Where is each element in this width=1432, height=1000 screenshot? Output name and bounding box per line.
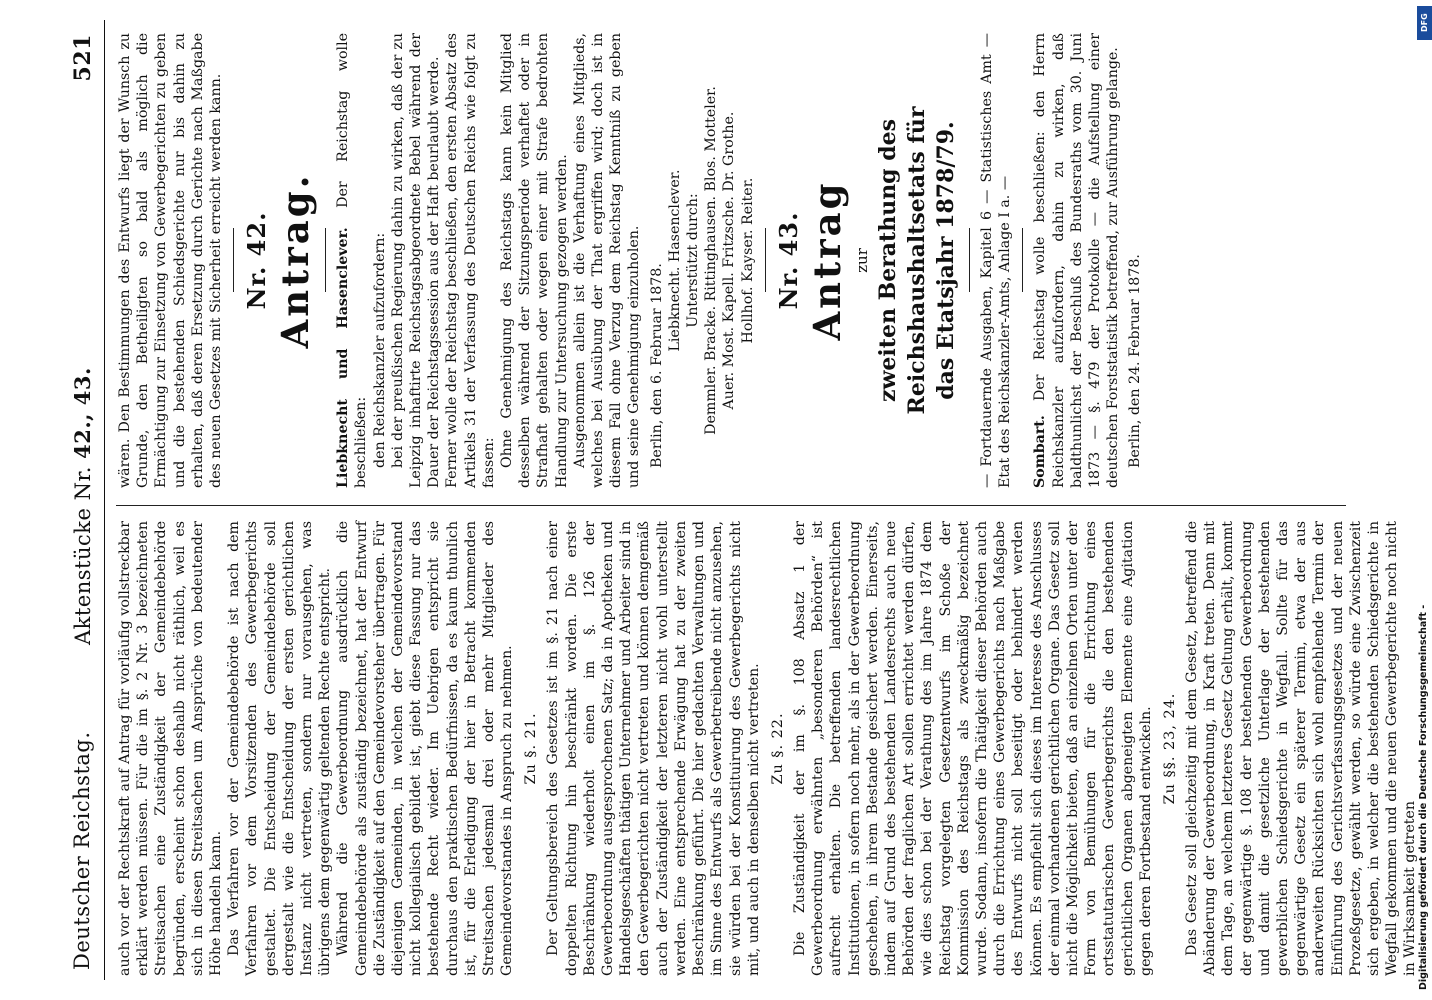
motion-date-43: Berlin, den 24. Februar 1878. — [1127, 254, 1144, 468]
signatories-42: Liebknecht. Hasenclever. — [666, 169, 683, 352]
paragraph: Die Zuständigkeit der im §. 108 Absatz 1 der Gewerbeordnung erwähnten „besonderen Behörden“ ist aufrecht erhalten. Die betreffenden landesrechtlichen Institutionen, in sofern noch mehr, als in der Gewerbeordnung geschehen, in ihrem Bestande gesichert werden. Einerseits, indem auf Grund des bestehenden Landesrechts auch neue Behörden der fraglichen Art sollen errichtet werden dürfen, wie dies schon bei der Verathung des im Jahre 1874 dem Reichstag vorgelegten Gesetzentwurfs im Schoße der Kommission des Reichstags als zweckmäßig bezeichnet wurde. Sodann, insofern die Thätigkeit dieser Behörden auch durch die Errichtung eines Gewerbegerichts nach Maßgabe des Entwurfs nicht soll beseitigt oder behindert werden können. Es empfiehlt sich dieses im Interesse des Anschlusses der einmal vorhandenen gerichtlichen Organe. Das Gesetz soll nicht die Möglichkeit bieten, daß an einzelnen Orten unter der Form von Bemühungen für die Errichtung eines ortsstatutarischen Gewerbegerichts die den bestehenden gerichtlichen Organen abgeneigten Elemente eine Agitation gegen deren Fortbestand entwickeln. — [791, 521, 1154, 976]
divider-rule — [969, 229, 970, 293]
motion-subject-43 — [874, 33, 961, 488]
motion-intro-42 — [334, 33, 370, 488]
divider-rule — [325, 229, 326, 293]
document-page — [64, 20, 1419, 980]
supported-by-label: Unterstützt durch: — [685, 193, 702, 328]
running-head-left: Deutscher Reichstag. — [70, 731, 94, 970]
motion-item: bei der preußischen Regierung dahin zu wirken, daß der zu Leipzig inhaftirte Reichstagsabgeordnete Bebel während der Dauer der Reichstagssession aus der Haft beurlaubt werde. — [389, 33, 443, 488]
divider-rule — [765, 229, 766, 293]
motion-text-43: Der Reichstag wolle beschließen: den Herrn Reichskanzler aufzufordern, dahin zu wirken, daß baldthunlichst der Beschluß des Bundesraths vom 30. Juni 1873 — §. 479 der Protokolle — die Aufstellung einer deutschen Forststatistik betreffend, zur Ausführung gelange. — [1032, 32, 1122, 488]
section-heading: Zu §§. 23, 24. — [1161, 692, 1178, 805]
paragraph: Während die Gewerbeordnung ausdrücklich die Gemeindebehörde als zuständig bezeichnet, hat der Entwurf die Zuständigkeit auf den Gemeindevorsteher übertragen. Für diejenigen Gemeinden, in welchen der Gemeindevorstand nicht kollegialisch gebildet ist, giebt diese Fassung nur das bestehende Recht wieder. Im Uebrigen entspricht sie durchaus den praktischen Bedürfnissen, da es kaum thunlich ist, für die Erledigung der hier in Betracht kommenden Streitsachen jedesmal drei oder mehr Mitglieder des Gemeindevorstandes in Anspruch zu nehmen. — [335, 521, 516, 976]
dfg-logo: DFG — [1417, 6, 1432, 40]
motion-title-42: Antrag. — [273, 172, 318, 349]
column-divider — [116, 505, 1346, 506]
divider-rule — [1022, 229, 1023, 293]
paragraph: Das Gesetz soll gleichzeitig mit dem Gesetz, betreffend die Abänderung der Gewerbeordnung, in Kraft treten. Denn mit dem Tage, an welchem letzteres Gesetz Geltung erhält, kommt der gegenwärtige §. 108 der bestehenden Gewerbeordnung und damit die gesetzliche Unterlage der bestehenden gewerblichen Schiedsgerichte in Wegfall. Sollte für das gegenwärtige Gesetz ein späterer Termin, etwa der aus anderweiten Rücksichten sich wohl empfehlende Termin der Einführung des Gerichtsverfassungsgesetzes und der neuen Prozeßgesetze, gewählt werden, so würde eine Zwischenzeit sich ergeben, in welcher die bestehenden Schiedsgerichte in Wegfall gekommen und die neuen Gewerbegerichte noch nicht in Wirksamkeit getreten — [1183, 521, 1419, 976]
section-heading: Zu §. 21. — [523, 712, 540, 785]
motion-item: Ausgenommen allein ist die Verhaftung eines Mitglieds, welches bei Ausübung der That ergriffen wird; doch ist in diesem Fall ohne Verzug dem Reichstag Kenntniß zu geben und seine Genehmigung einzuholen. — [571, 33, 643, 488]
document-numbers: 42., 43. — [70, 367, 95, 459]
motion-date-42: Berlin, den 6. Februar 1878. — [648, 263, 665, 468]
paragraph: Das Verfahren vor der Gemeindebehörde ist nach dem Verfahren vor dem Vorsitzenden des Gewerbegerichts gestaltet. Die Entscheidung der Gemeindebehörde soll dergestalt wie die Entscheidung der ersten gerichtlichen Instanz nicht vertreten, sondern nur vorausgehen, was übrigens dem gegenwärtig geltenden Rechte entspricht. — [226, 521, 334, 976]
motion-subject-line: das Etatsjahr 1878/79. — [932, 121, 959, 400]
movers-42: Liebknecht und Hasenclever. — [335, 227, 352, 488]
supporters-line: Hollhof. Kayser. Reiter. — [739, 177, 756, 344]
budget-reference-43: — Fortdauernde Ausgaben, Kapitel 6 — Statistisches Amt — Etat des Reichskanzler-Amts, Anlage I a. — — [978, 33, 1014, 488]
left-column — [116, 521, 1419, 976]
motion-intro-43 — [1031, 33, 1122, 488]
motion-intro-text-42: Der Reichstag wolle beschließen: — [335, 32, 370, 488]
paragraph: wären. Den Bestimmungen des Entwurfs liegt der Wunsch zu Grunde, den Betheiligten so bald als möglich die Ermächtigung zur Einsetzung von Gewerbegerichten zu geben und die bestehenden Schiedsgerichte nur bis dahin zu erhalten, daß deren Ersetzung durch Gerichte nach Maßgabe des neuen Gesetzes mit Sicherheit erreicht werden kann. — [117, 33, 225, 488]
right-column — [116, 33, 1346, 488]
mover-43: Sombart. — [1032, 415, 1049, 488]
document-number-43: Nr. 43. — [773, 211, 803, 310]
document-number-42: Nr. 42. — [242, 211, 272, 310]
motion-title-43: Antrag — [804, 180, 849, 341]
motion-item: Ohne Genehmigung des Reichstags kann kein Mitglied desselben während der Sitzungsperiode verhaftet oder in Strafhaft gehalten oder wegen einer mit Strafe bedrohten Handlung zur Untersuchung gezogen werden. — [499, 33, 570, 488]
digitization-note: Digitalisierung gefördert durch die Deutsche Forschungsgemeinschaft - — [1418, 604, 1429, 990]
paragraph: auch vor der Rechtskraft auf Antrag für vorläufig vollstreckbar erklärt werden müssen. Für die im §. 2 Nr. 3 bezeichneten Streitsachen eine Zuständigkeit der Gemeindebehörde begründen, erscheint schon deshalb nicht räthlich, weil es sich in diesen Streitsachen um Ansprüche von bedeutender Höhe handeln kann. — [117, 521, 225, 976]
running-head-prefix: Aktenstücke Nr. — [71, 466, 95, 645]
supporters-line: Demmler. Bracke. Rittinghausen. Blos. Motteler. — [703, 86, 720, 435]
page-number: 521 — [70, 34, 96, 82]
motion-item: den Reichskanzler aufzufordern: — [371, 232, 388, 468]
running-head-center — [70, 367, 95, 645]
motion-item: Ferner wolle der Reichstag beschließen, den ersten Absatz des Artikels 31 der Verfassung des Deutschen Reichs wie folgt zu fassen: — [444, 33, 497, 488]
motion-subject-line: zweiten Berathung des Reichshaushaltsetats für — [874, 106, 930, 415]
supporters-line: Auer. Most. Kapell. Fritzsche. Dr. Grothe. — [721, 111, 738, 410]
paragraph: Der Geltungsbereich des Gesetzes ist im §. 21 nach einer doppelten Richtung hin beschränkt worden. Die erste Beschränkung wiederholt einen im §. 126 der Gewerbeordnung ausgesprochenen Satz; da in Apotheken und Handelsgeschäften thätigen Unternehmer und Arbeiter sind in den Gewerbegerichten nicht vertreten und können demgemäß auch der Zuständigkeit der letzteren nicht wohl unterstellt werden. Eine entsprechende Erwägung hat zu der zweiten Beschränkung geführt. Die hier gedachten Verwaltungen und im Sinne des Entwurfs als Gewerbetreibende nicht anzusehen, sie würden bei der Konstituirung des Gewerbegerichts nicht mit, und auch in denselben nicht vertreten. — [545, 521, 762, 976]
divider-rule — [233, 229, 234, 293]
running-head — [64, 20, 105, 980]
section-heading: Zu §. 22. — [769, 712, 786, 785]
motion-subtitle-word: zur — [852, 248, 871, 273]
